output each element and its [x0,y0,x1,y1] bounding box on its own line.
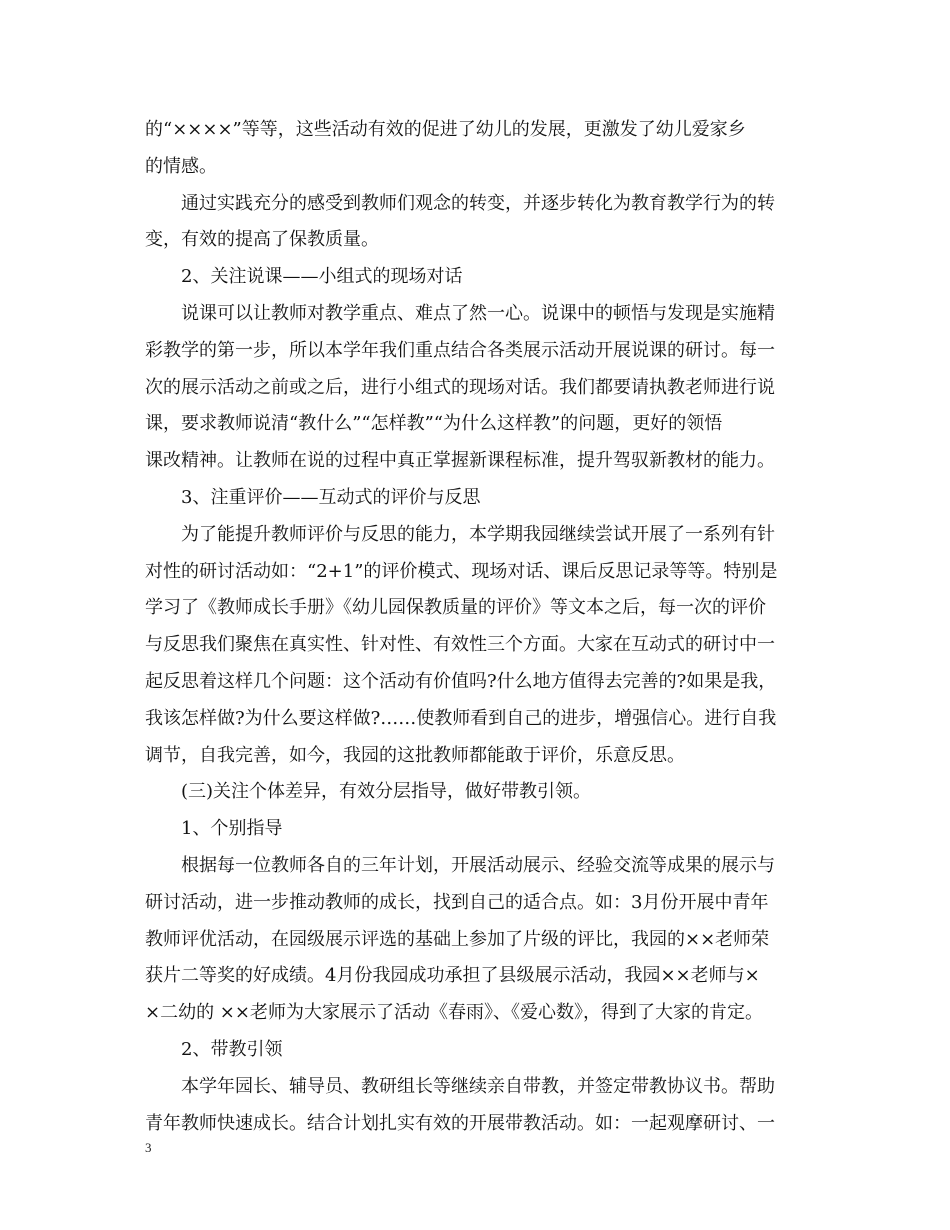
text-line: 课，要求教师说清“教什么”“怎样教”“为什么这样教”的问题，更好的领悟 [145,413,723,435]
text-line: 说课可以让教师对教学重点、难点了然一心。说课中的顿悟与发现是实施精 [181,302,775,324]
text-line: 的情感。 [145,155,217,177]
text-line: 我该怎样做?为什么要这样做?……使教师看到自己的进步，增强信心。进行自我 [145,707,777,729]
text-line: ×二幼的 ××老师为大家展示了活动《春雨》、《爱心数》，得到了大家的肯定。 [145,1002,763,1024]
text-line: 彩教学的第一步，所以本学年我们重点结合各类展示活动开展说课的研讨。每一 [145,339,775,361]
text-line: 的“××××”等等，这些活动有效的促进了幼儿的发展，更激发了幼儿爱家乡 [145,119,746,140]
text-line: 青年教师快速成长。结合计划扎实有效的开展带教活动。如：一起观摩研讨、一 [145,1112,775,1134]
text-line: 教师评优活动，在园级展示评选的基础上参加了片级的评比，我园的××老师荣 [145,928,770,950]
text-line: 1、个别指导 [181,818,283,840]
text-line: 为了能提升教师评价与反思的能力，本学期我园继续尝试开展了一系列有针 [181,523,775,545]
body-text [145,112,815,1142]
text-line: 研讨活动，进一步推动教师的成长，找到自己的适合点。如：3月份开展中青年 [145,891,769,913]
text-line: 起反思着这样几个问题：这个活动有价值吗?什么地方值得去完善的?如果是我， [145,670,777,692]
text-line: 对性的研讨活动如：“2+1”的评价模式、现场对话、课后反思记录等等。特别是 [145,560,778,582]
text-line: 通过实践充分的感受到教师们观念的转变，并逐步转化为教育教学行为的转 [181,192,775,214]
text-line: 3、注重评价——互动式的评价与反思 [181,486,481,508]
text-line: 学习了《教师成长手册》《幼儿园保教质量的评价》等文本之后，每一次的评价 [145,597,766,619]
text-line: 与反思我们聚焦在真实性、针对性、有效性三个方面。大家在互动式的研讨中一 [145,634,775,656]
text-line: 次的展示活动之前或之后，进行小组式的现场对话。我们都要请执教老师进行说 [145,376,775,398]
text-line: 根据每一位教师各自的三年计划，开展活动展示、经验交流等成果的展示与 [181,854,775,876]
text-line: 获片二等奖的好成绩。4月份我园成功承担了县级展示活动，我园××老师与× [145,965,760,987]
page-number: 3 [145,1140,152,1155]
text-line: 本学年园长、辅导员、教研组长等继续亲自带教，并签定带教协议书。帮助 [181,1075,775,1097]
text-line: 课改精神。让教师在说的过程中真正掌握新课程标准，提升驾驭新教材的能力。 [145,450,775,472]
text-line: 变，有效的提高了保教质量。 [145,229,379,251]
text-line: (三)关注个体差异，有效分层指导，做好带教引领。 [181,781,592,803]
text-line: 2、关注说课——小组式的现场对话 [181,266,463,288]
text-line: 调节，自我完善，如今，我园的这批教师都能敢于评价，乐意反思。 [145,744,685,766]
text-line: 2、带教引领 [181,1038,283,1060]
